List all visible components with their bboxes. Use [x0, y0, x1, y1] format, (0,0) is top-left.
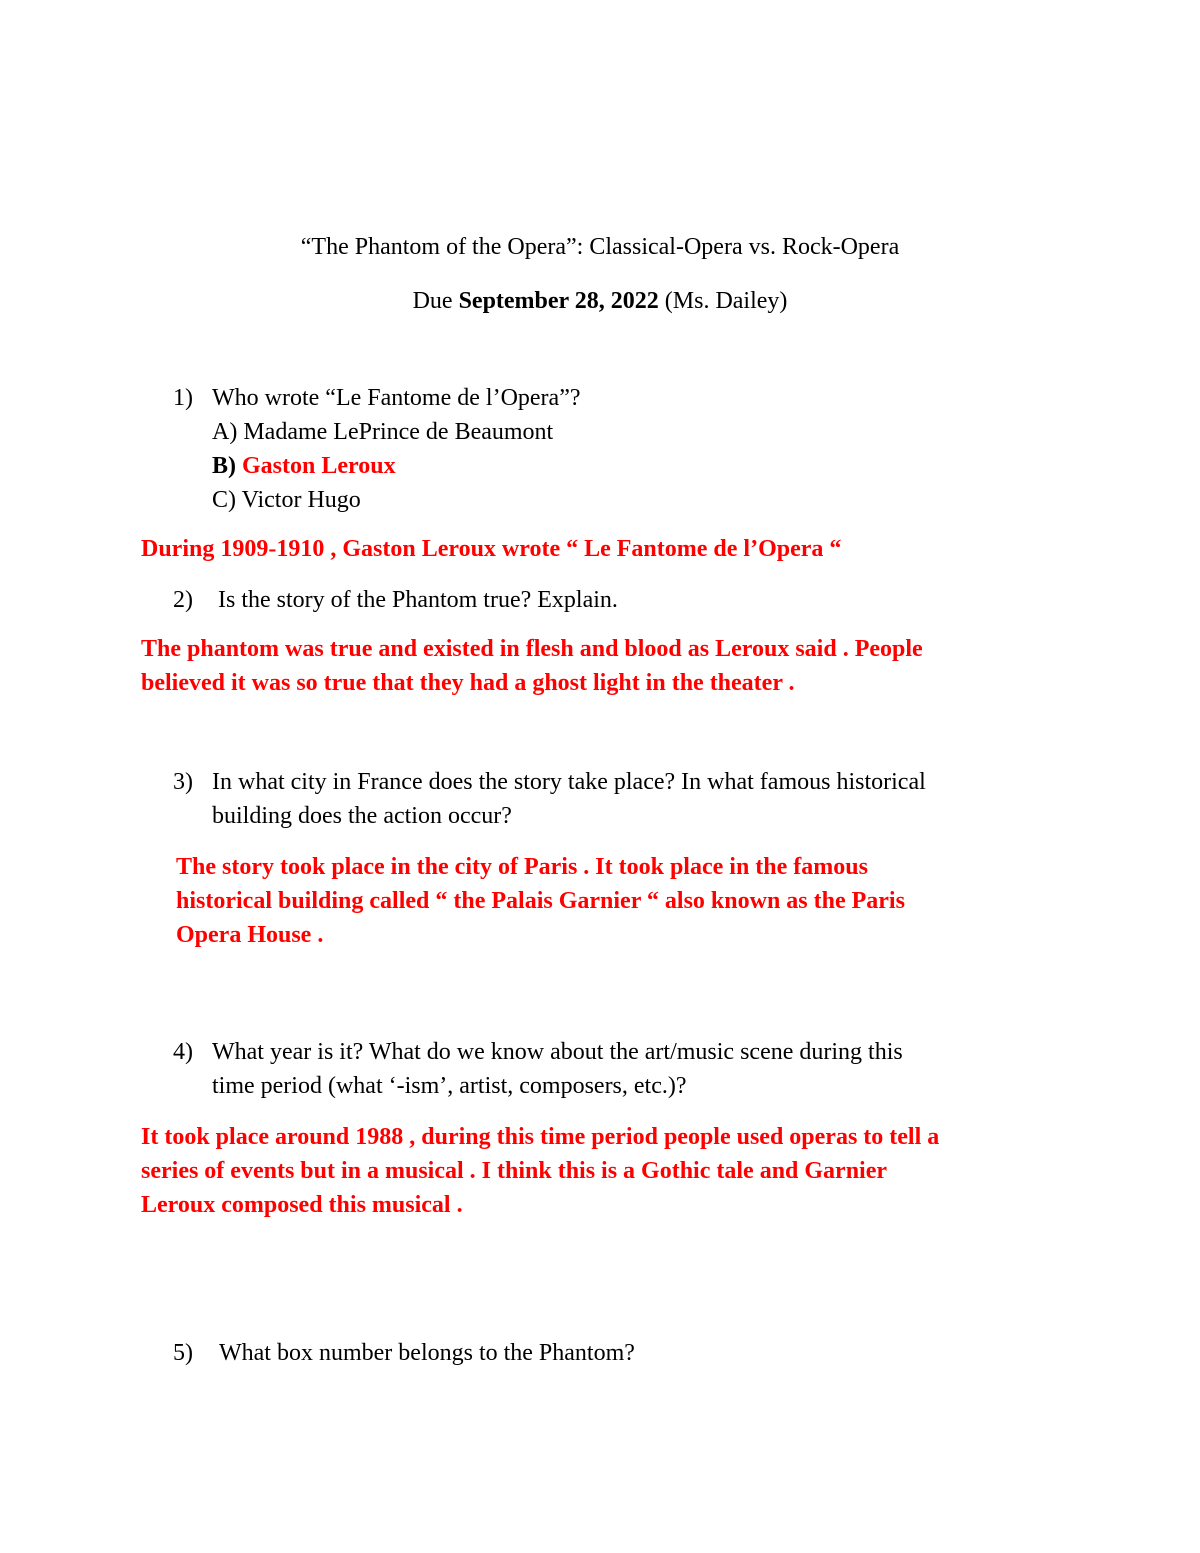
- question-3-number: 3): [173, 769, 193, 795]
- question-4-text-line-1: What year is it? What do we know about the art/music scene during this: [212, 1039, 903, 1065]
- question-2-text: Is the story of the Phantom true? Explain.: [218, 587, 618, 613]
- question-1-option-a: A) Madame LePrince de Beaumont: [212, 419, 554, 445]
- question-5-text: What box number belongs to the Phantom?: [219, 1340, 635, 1366]
- question-1-text: Who wrote “Le Fantome de l’Opera”?: [212, 385, 581, 411]
- question-3-text-line-1: In what city in France does the story take place? In what famous historical: [212, 769, 926, 795]
- question-3-text-line-2: building does the action occur?: [212, 803, 512, 829]
- question-1-option-c: C) Victor Hugo: [212, 487, 361, 513]
- question-2-answer-line-1: The phantom was true and existed in flesh and blood as Leroux said . People: [141, 636, 923, 662]
- question-2-answer-line-2: believed it was so true that they had a ghost light in the theater .: [141, 670, 795, 696]
- question-4-answer-line-3: Leroux composed this musical .: [141, 1192, 463, 1218]
- due-line: [0, 284, 1200, 318]
- question-4-number: 4): [173, 1039, 193, 1065]
- due-prefix: Due: [412, 288, 459, 314]
- question-1-option-b: B) Gaston Leroux: [212, 453, 396, 479]
- question-4-answer-line-1: It took place around 1988 , during this time period people used operas to tell a: [141, 1124, 940, 1150]
- due-date: September 28, 2022: [458, 288, 659, 314]
- question-4-answer-line-2: series of events but in a musical . I think this is a Gothic tale and Garnier: [141, 1158, 888, 1184]
- question-5-number: 5): [173, 1340, 193, 1366]
- question-4-text-line-2: time period (what ‘-ism’, artist, composers, etc.)?: [212, 1073, 687, 1099]
- document-title: “The Phantom of the Opera”: Classical-Opera vs. Rock-Opera: [300, 234, 900, 260]
- question-2-number: 2): [173, 587, 193, 613]
- question-3-answer-line-3: Opera House .: [176, 922, 324, 948]
- question-3-answer-line-2: historical building called “ the Palais Garnier “ also known as the Paris: [176, 888, 905, 914]
- due-suffix: (Ms. Dailey): [658, 288, 788, 314]
- question-3-answer-line-1: The story took place in the city of Paris . It took place in the famous: [176, 854, 868, 880]
- question-1-answer: During 1909-1910 , Gaston Leroux wrote “ Le Fantome de l’Opera “: [141, 536, 842, 562]
- question-1-number: 1): [173, 385, 193, 411]
